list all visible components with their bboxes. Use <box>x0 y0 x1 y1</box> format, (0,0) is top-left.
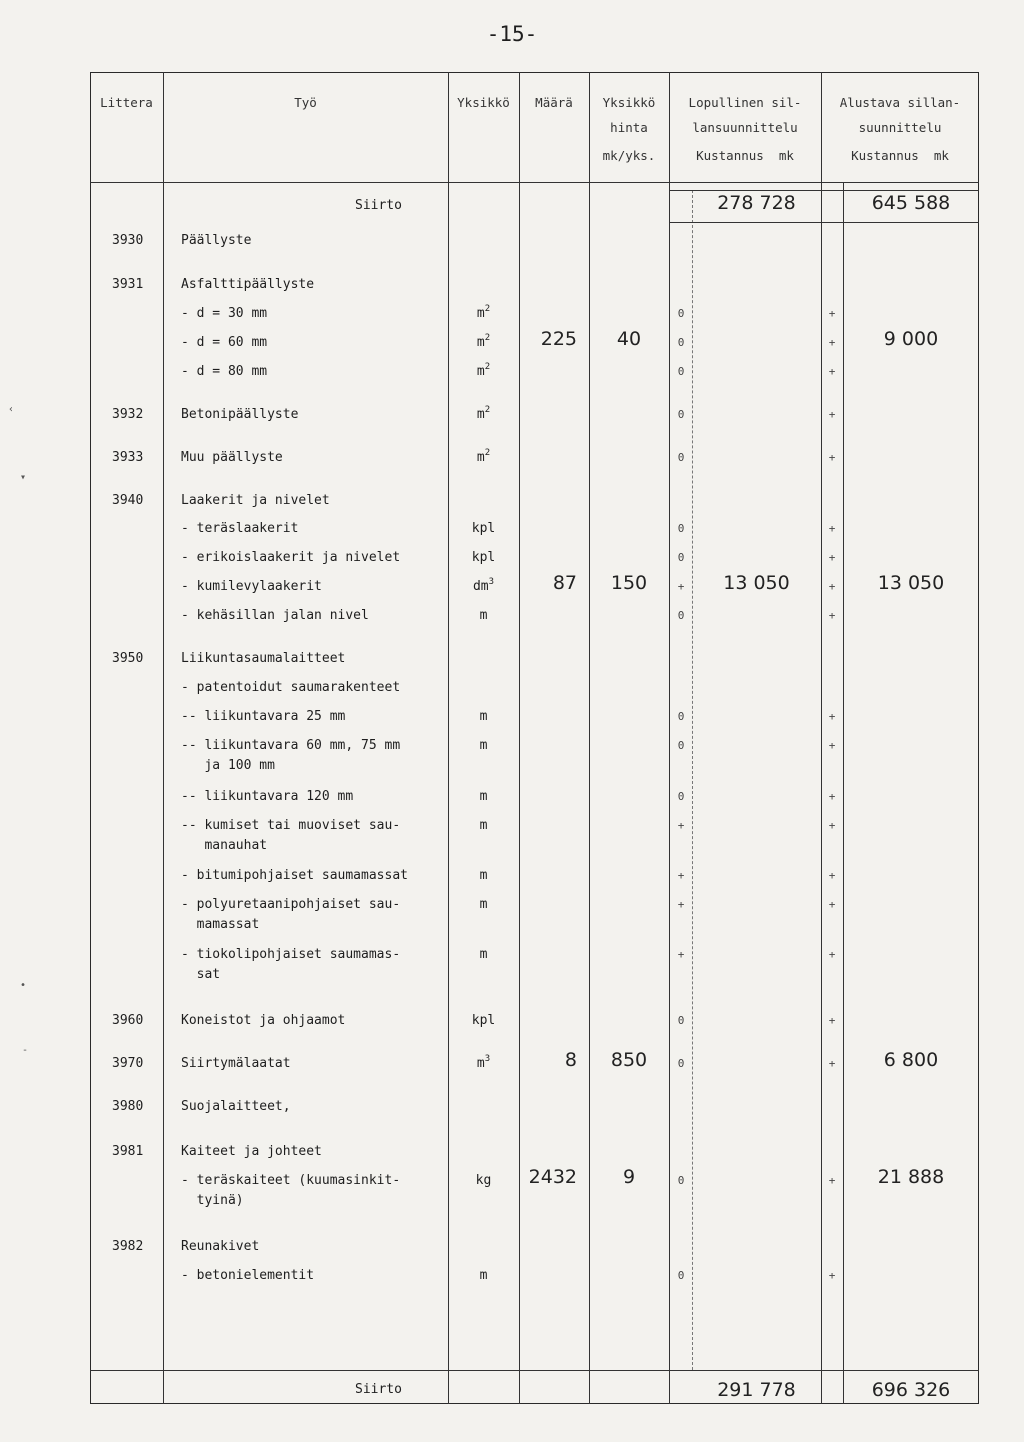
work-description: - kumilevylaakerit <box>181 579 322 594</box>
unit-price: 150 <box>610 572 648 594</box>
header-yksikko: Yksikkö <box>457 95 510 110</box>
unit-price: 9 <box>622 1166 636 1188</box>
work-description: Suojalaitteet, <box>181 1099 291 1114</box>
unit-symbol: kpl <box>471 1013 496 1028</box>
work-description: - kehäsillan jalan nivel <box>181 608 369 623</box>
header-lopullinen: Lopullinen sil- <box>688 95 802 110</box>
littera-code: 3982 <box>112 1239 144 1254</box>
work-description: Siirtymälaatat <box>181 1056 291 1071</box>
unit <box>448 896 519 914</box>
row-marker: 0 <box>677 307 685 320</box>
unit-symbol: kpl <box>471 550 496 565</box>
unit-exponent: 3 <box>484 1054 491 1064</box>
column-rule <box>669 72 670 1404</box>
unit <box>448 520 519 538</box>
column-rule <box>843 182 844 1404</box>
work-description: Laakerit ja nivelet <box>181 493 330 508</box>
unit <box>448 549 519 567</box>
header-alustava: suunnittelu <box>858 120 942 135</box>
quantity: 225 <box>540 328 577 350</box>
work-description: -- liikuntavara 25 mm <box>181 709 346 724</box>
unit <box>448 449 519 467</box>
row-marker: + <box>828 336 836 349</box>
unit-symbol: m <box>476 450 485 465</box>
unit-symbol: m <box>476 364 485 379</box>
siirto-alustava: 645 588 <box>871 192 951 214</box>
page-number: -15- <box>486 22 538 46</box>
work-description: tyinä) <box>181 1193 244 1208</box>
unit-symbol: kg <box>475 1173 492 1188</box>
littera-code: 3940 <box>112 493 144 508</box>
work-description: manauhat <box>181 838 268 853</box>
unit-exponent: 2 <box>484 362 491 372</box>
row-marker: + <box>828 580 836 593</box>
unit-symbol: m <box>479 709 488 724</box>
siirto-lopullinen: 278 728 <box>717 192 796 214</box>
siirto-lopullinen: 291 778 <box>717 1379 796 1401</box>
row-marker: 0 <box>677 1269 685 1282</box>
footer-rule <box>90 1370 979 1371</box>
margin-mark: - <box>22 1045 29 1056</box>
littera-code: 3980 <box>112 1099 144 1114</box>
row-marker: + <box>828 522 836 535</box>
header-yksikkohinta: mk/yks. <box>602 148 656 163</box>
row-marker: + <box>828 1269 836 1282</box>
row-marker: 0 <box>677 1057 685 1070</box>
work-description: Kaiteet ja johteet <box>181 1144 322 1159</box>
unit <box>448 1012 519 1030</box>
row-marker: 0 <box>677 1174 685 1187</box>
row-marker: + <box>828 1174 836 1187</box>
row-marker: 0 <box>677 451 685 464</box>
row-marker: 0 <box>677 336 685 349</box>
unit <box>448 946 519 964</box>
unit-symbol: m <box>476 335 485 350</box>
cost-alustava: 6 800 <box>883 1049 939 1071</box>
work-description: -- liikuntavara 60 mm, 75 mm <box>181 738 401 753</box>
unit <box>448 305 519 323</box>
work-description: -- kumiset tai muoviset sau- <box>181 818 401 833</box>
row-marker: + <box>828 819 836 832</box>
unit-exponent: 2 <box>484 405 491 415</box>
row-marker: 0 <box>677 522 685 535</box>
row-marker: 0 <box>677 739 685 752</box>
unit <box>448 1055 519 1073</box>
work-description: - d = 80 mm <box>181 364 268 379</box>
unit-symbol: m <box>479 608 488 623</box>
column-rule <box>589 72 590 1404</box>
littera-code: 3950 <box>112 651 144 666</box>
work-description: Koneistot ja ohjaamot <box>181 1013 346 1028</box>
littera-code: 3981 <box>112 1144 144 1159</box>
row-marker: + <box>828 451 836 464</box>
header-rule <box>90 182 979 183</box>
unit-symbol: m <box>479 1268 488 1283</box>
work-description: Asfalttipäällyste <box>181 277 315 292</box>
row-marker: 0 <box>677 609 685 622</box>
unit-symbol: kpl <box>471 521 496 536</box>
unit <box>448 737 519 755</box>
unit-price: 40 <box>616 328 642 350</box>
work-description: Muu päällyste <box>181 450 283 465</box>
work-description: - betonielementit <box>181 1268 315 1283</box>
work-description: Reunakivet <box>181 1239 260 1254</box>
cost-alustava: 21 888 <box>877 1166 945 1188</box>
header-tyo: Työ <box>294 95 317 110</box>
unit-price: 850 <box>610 1049 648 1071</box>
row-marker: + <box>828 609 836 622</box>
unit-symbol: m <box>479 947 488 962</box>
row-marker: + <box>828 551 836 564</box>
row-marker: 0 <box>677 710 685 723</box>
unit <box>448 607 519 625</box>
unit-symbol: m <box>476 306 485 321</box>
work-description: -- liikuntavara 120 mm <box>181 789 354 804</box>
header-littera: Littera <box>100 95 153 110</box>
margin-mark: • <box>20 980 27 991</box>
work-description: Betonipäällyste <box>181 407 299 422</box>
row-marker: 0 <box>677 365 685 378</box>
work-description: - teräslaakerit <box>181 521 299 536</box>
margin-mark: ▾ <box>20 472 27 483</box>
row-marker: + <box>828 898 836 911</box>
unit-exponent: 2 <box>484 304 491 314</box>
unit-exponent: 3 <box>488 577 495 587</box>
margin-mark: ‹ <box>8 404 15 415</box>
quantity: 2432 <box>528 1166 577 1188</box>
row-marker: + <box>828 408 836 421</box>
work-description: sat <box>181 967 221 982</box>
row-marker: + <box>828 948 836 961</box>
siirto-label: Siirto <box>355 198 402 213</box>
unit-symbol: m <box>479 818 488 833</box>
littera-code: 3930 <box>112 233 144 248</box>
row-marker: + <box>828 1014 836 1027</box>
unit <box>448 1267 519 1285</box>
work-description: - tiokolipohjaiset saumamas- <box>181 947 401 962</box>
row-marker: + <box>828 307 836 320</box>
row-marker: 0 <box>677 1014 685 1027</box>
header-yksikkohinta: Yksikkö <box>602 95 656 110</box>
work-description: - d = 60 mm <box>181 335 268 350</box>
header-lopullinen: lansuunnittelu <box>692 120 798 135</box>
cost-lopullinen: 13 050 <box>723 572 790 594</box>
header-lopullinen: Kustannus mk <box>696 148 794 163</box>
unit <box>448 578 519 596</box>
work-description: Päällyste <box>181 233 252 248</box>
cost-alustava: 13 050 <box>877 572 945 594</box>
unit-symbol: m <box>479 738 488 753</box>
siirto-box-rule <box>669 222 979 223</box>
littera-code: 3932 <box>112 407 144 422</box>
unit-exponent: 2 <box>484 448 491 458</box>
littera-code: 3933 <box>112 450 144 465</box>
littera-code: 3931 <box>112 277 144 292</box>
unit-symbol: m <box>479 868 488 883</box>
work-description: Liikuntasaumalaitteet <box>181 651 346 666</box>
row-marker: + <box>828 1057 836 1070</box>
dashed-rule <box>692 190 693 1370</box>
unit <box>448 867 519 885</box>
row-marker: + <box>828 869 836 882</box>
quantity: 87 <box>552 572 577 594</box>
row-marker: 0 <box>677 790 685 803</box>
header-maara: Määrä <box>535 95 573 110</box>
column-rule <box>821 72 822 1404</box>
row-marker: + <box>828 790 836 803</box>
unit <box>448 406 519 424</box>
quantity: 8 <box>564 1049 577 1071</box>
siirto-alustava: 696 326 <box>871 1379 951 1401</box>
unit-symbol: dm <box>472 579 489 594</box>
work-description: - polyuretaanipohjaiset sau- <box>181 897 401 912</box>
work-description: ja 100 mm <box>181 758 275 773</box>
work-description: - patentoidut saumarakenteet <box>181 680 401 695</box>
unit <box>448 334 519 352</box>
header-alustava: Alustava sillan- <box>839 95 961 110</box>
siirto-label: Siirto <box>355 1382 402 1397</box>
unit-symbol: m <box>476 1056 485 1071</box>
unit <box>448 788 519 806</box>
unit-symbol: m <box>479 789 488 804</box>
row-marker: + <box>828 710 836 723</box>
work-description: - teräskaiteet (kuumasinkit- <box>181 1173 401 1188</box>
unit-symbol: m <box>476 407 485 422</box>
unit <box>448 363 519 381</box>
column-rule <box>519 72 520 1404</box>
row-marker: + <box>828 365 836 378</box>
header-alustava: Kustannus mk <box>851 148 949 163</box>
unit-symbol: m <box>479 897 488 912</box>
header-yksikkohinta: hinta <box>610 120 648 135</box>
unit-exponent: 2 <box>484 333 491 343</box>
unit <box>448 708 519 726</box>
littera-code: 3960 <box>112 1013 144 1028</box>
row-marker: + <box>677 948 685 961</box>
littera-code: 3970 <box>112 1056 144 1071</box>
row-marker: 0 <box>677 551 685 564</box>
row-marker: + <box>677 898 685 911</box>
work-description: - erikoislaakerit ja nivelet <box>181 550 401 565</box>
unit <box>448 817 519 835</box>
row-marker: + <box>828 739 836 752</box>
work-description: - bitumipohjaiset saumamassat <box>181 868 408 883</box>
row-marker: + <box>677 819 685 832</box>
work-description: mamassat <box>181 917 260 932</box>
column-rule <box>163 72 164 1404</box>
row-marker: + <box>677 580 685 593</box>
unit <box>448 1172 519 1190</box>
cost-alustava: 9 000 <box>883 328 939 350</box>
work-description: - d = 30 mm <box>181 306 268 321</box>
row-marker: 0 <box>677 408 685 421</box>
row-marker: + <box>677 869 685 882</box>
